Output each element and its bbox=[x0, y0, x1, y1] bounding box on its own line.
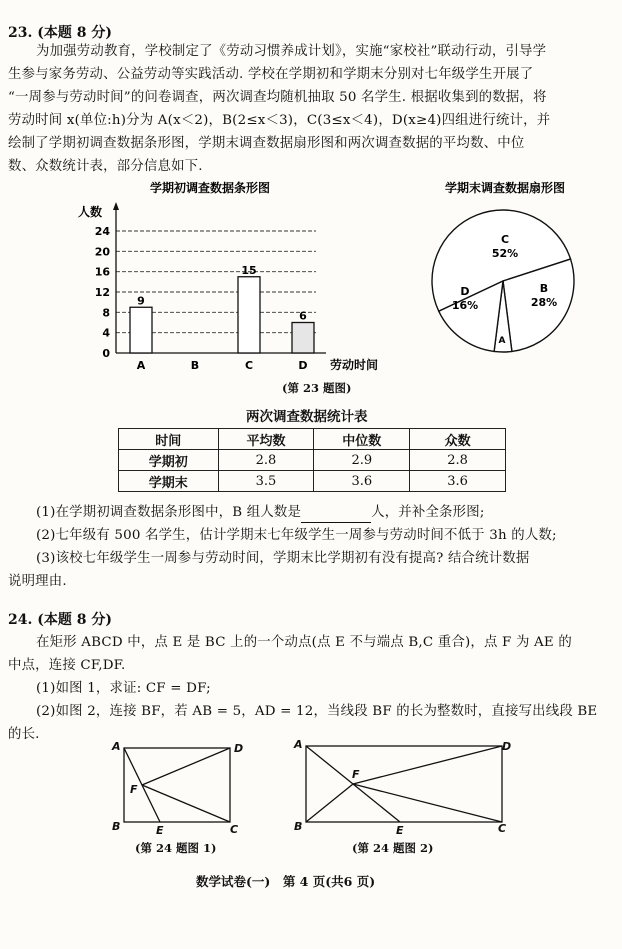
y-tick-label: 12 bbox=[94, 286, 110, 299]
segment-df bbox=[142, 748, 230, 785]
page-footer: 数学试卷(一) 第 4 页(共6 页) bbox=[196, 874, 376, 889]
stats-cell: 2.9 bbox=[314, 450, 410, 471]
q24-header: 24. (本题 8 分) bbox=[8, 612, 112, 628]
stats-cell: 2.8 bbox=[218, 450, 314, 471]
q24-line-1: 在矩形 ABCD 中，点 E 是 BC 上的一个动点(点 E 不与端点 B,C 重合)，点 F 为 AE 的 bbox=[36, 635, 572, 650]
pie-chart-slices bbox=[432, 210, 574, 352]
stats-cell: 3.6 bbox=[410, 471, 506, 492]
x-tick-label: B bbox=[190, 359, 200, 372]
geometry-figure-1 bbox=[108, 738, 248, 834]
q23-intro-line-5: 绘制了学期初调查数据条形图，学期末调查数据扇形图和两次调查数据的平均数、中位 bbox=[8, 136, 525, 151]
segment-cf bbox=[142, 785, 230, 822]
point-label-e: E bbox=[396, 824, 404, 834]
stats-cell: 学期末 bbox=[119, 471, 219, 492]
point-label-f: F bbox=[352, 768, 360, 781]
bar-chart-title: 学期初调查数据条形图 bbox=[149, 181, 271, 195]
stats-table bbox=[118, 428, 506, 492]
stats-cell: 2.8 bbox=[410, 450, 506, 471]
fig1-caption: (第 24 题图 1) bbox=[135, 841, 217, 855]
q24-sub2-line-1: (2)如图 2，连接 BF，若 AB = 5，AD = 12，当线段 BF 的长为整数时，直接写出线段 BE bbox=[36, 704, 598, 719]
point-label-b: B bbox=[294, 820, 303, 833]
rectangle-abcd bbox=[306, 746, 502, 822]
pie-slice-value: 16% bbox=[451, 299, 479, 312]
bar-chart-xlabel: 劳动时间 bbox=[330, 358, 379, 372]
stats-table-title: 两次调查数据统计表 bbox=[246, 409, 368, 425]
segment-cf bbox=[353, 784, 502, 822]
rectangle-abcd bbox=[124, 748, 230, 822]
pie-slice-value: 28% bbox=[530, 296, 558, 309]
y-tick-label: 20 bbox=[94, 245, 110, 259]
q23-intro-line-3: “一周参与劳动时间”的问卷调查，两次调查均随机抽取 50 名学生. 根据收集到的数据，将 bbox=[8, 90, 547, 105]
stats-header-mean: 平均数 bbox=[218, 429, 314, 450]
point-label-b: B bbox=[112, 820, 121, 833]
q23-sub3-line-1: (3)该校七年级学生一周参与劳动时间，学期末比学期初有没有提高? 结合统计数据 bbox=[36, 551, 530, 566]
point-label-a: A bbox=[294, 738, 303, 751]
point-label-d: D bbox=[234, 742, 244, 755]
x-tick-label: A bbox=[136, 359, 146, 372]
bar-data-label: 6 bbox=[299, 309, 307, 323]
stats-cell: 学期初 bbox=[119, 450, 219, 471]
stats-header-time: 时间 bbox=[119, 429, 219, 450]
bar-chart bbox=[60, 178, 390, 378]
point-label-c: C bbox=[498, 822, 507, 834]
pie-chart bbox=[390, 178, 620, 368]
pie-chart-title: 学期末调查数据扇形图 bbox=[444, 181, 566, 195]
pie-slice-label: B bbox=[539, 282, 549, 295]
q23-sub3-line-2: 说明理由. bbox=[8, 574, 67, 589]
q23-sub1-after: 人，并补全条形图; bbox=[371, 505, 485, 520]
fig2-caption: (第 24 题图 2) bbox=[352, 841, 434, 855]
segment-bf bbox=[306, 784, 353, 822]
point-label-c: C bbox=[230, 823, 239, 834]
bar-data-label: 15 bbox=[241, 263, 257, 277]
q23-intro-line-6: 数、众数统计表，部分信息如下. bbox=[8, 159, 203, 174]
y-tick-label: 0 bbox=[102, 347, 110, 360]
y-tick-label: 8 bbox=[102, 306, 110, 320]
point-label-f: F bbox=[130, 783, 138, 796]
q23-sub2: (2)七年级有 500 名学生，估计学期末七年级学生一周参与劳动时间不低于 3h 的人数; bbox=[36, 528, 557, 543]
pie-slice-label: A bbox=[498, 336, 506, 346]
bar-d bbox=[292, 323, 314, 354]
pie-slice-label: D bbox=[460, 285, 470, 298]
y-tick-label: 16 bbox=[94, 265, 110, 279]
bar-a bbox=[130, 307, 152, 353]
q23-intro-line-2: 生参与家务劳动、公益劳动等实践活动. 学校在学期初和学期末分别对七年级学生开展了 bbox=[8, 67, 534, 82]
q23-figure-caption: (第 23 题图) bbox=[282, 381, 352, 395]
stats-header-mode: 众数 bbox=[410, 429, 506, 450]
stats-cell: 3.5 bbox=[218, 471, 314, 492]
y-axis-arrow bbox=[113, 202, 119, 210]
x-tick-label: D bbox=[298, 359, 308, 372]
q24-sub1: (1)如图 1，求证: CF = DF; bbox=[36, 681, 211, 696]
geometry-figure-2 bbox=[290, 738, 520, 834]
bar-data-label: 9 bbox=[137, 294, 145, 308]
bar-c bbox=[238, 277, 260, 353]
pie-slice-label: C bbox=[500, 233, 510, 246]
q23-sub1 bbox=[36, 502, 485, 523]
stats-header-median: 中位数 bbox=[314, 429, 410, 450]
table-row bbox=[119, 471, 506, 492]
table-row bbox=[119, 450, 506, 471]
stats-table-header-row bbox=[119, 429, 506, 450]
point-label-e: E bbox=[156, 824, 164, 834]
bar-chart-bars bbox=[130, 264, 314, 353]
x-tick-label: C bbox=[244, 359, 254, 372]
q23-header: 23. (本题 8 分) bbox=[8, 25, 112, 41]
q23-intro-line-4: 劳动时间 x(单位:h)分为 A(x＜2)，B(2≤x＜3)，C(3≤x＜4)，D(x≥4)四组进行统计，并 bbox=[8, 113, 551, 128]
q24-sub2-line-2: 的长. bbox=[8, 727, 40, 742]
point-label-d: D bbox=[502, 740, 512, 753]
q24-line-2: 中点，连接 CF,DF. bbox=[8, 658, 126, 673]
q23-sub1-before: (1)在学期初调查数据条形图中，B 组人数是 bbox=[36, 505, 302, 520]
answer-blank[interactable] bbox=[301, 508, 371, 523]
y-tick-label: 4 bbox=[102, 326, 110, 340]
segment-df bbox=[353, 746, 502, 784]
pie-slice-value: 52% bbox=[491, 247, 519, 260]
bar-chart-ylabel: 人数 bbox=[78, 205, 103, 219]
point-label-a: A bbox=[112, 740, 121, 753]
stats-cell: 3.6 bbox=[314, 471, 410, 492]
q23-intro-line-1: 为加强劳动教育，学校制定了《劳动习惯养成计划》，实施“家校社”联动行动，引导学 bbox=[36, 44, 547, 59]
y-tick-label: 24 bbox=[94, 225, 110, 238]
